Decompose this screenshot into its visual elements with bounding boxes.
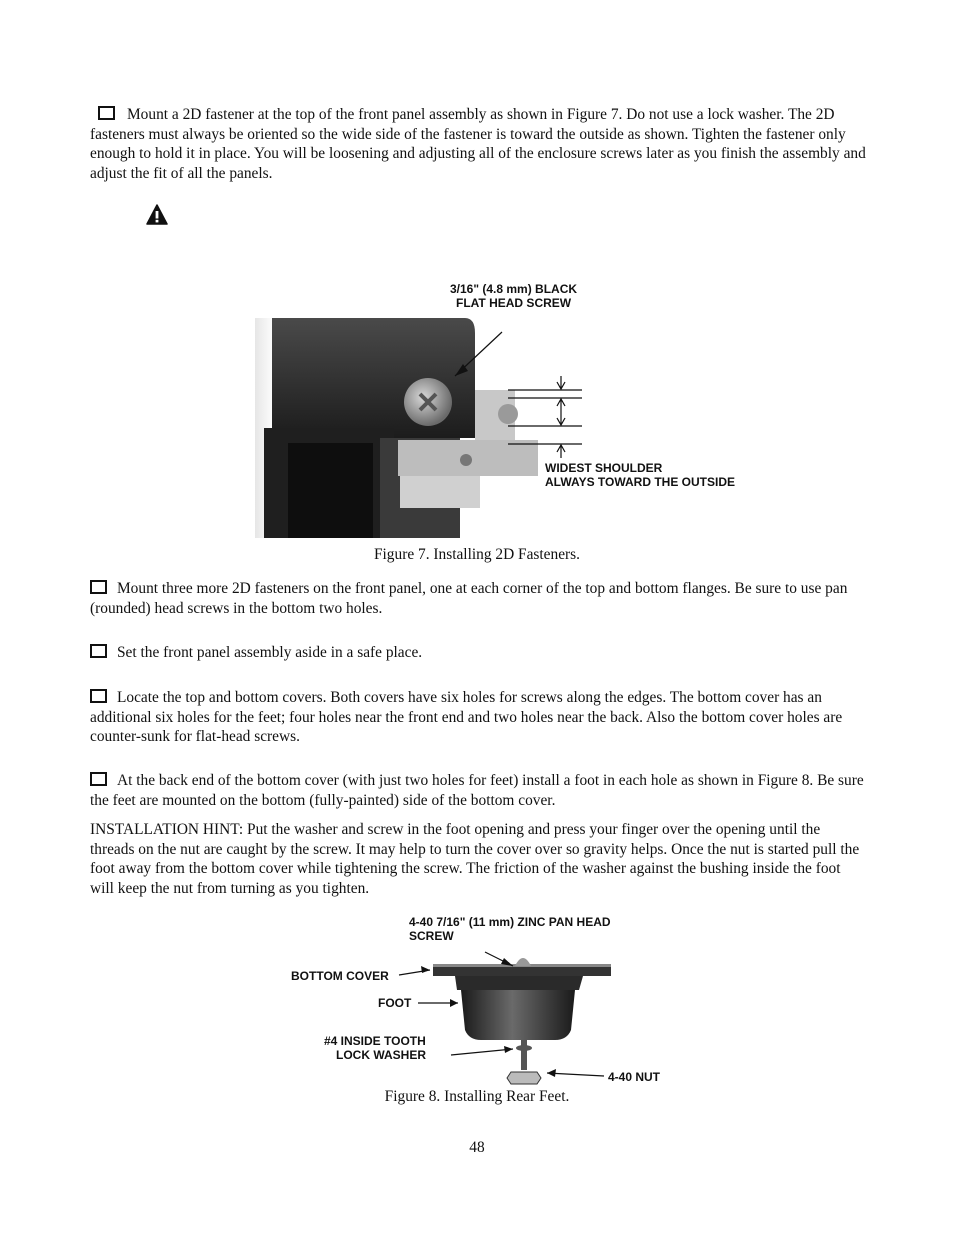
panel-top	[272, 318, 475, 438]
page-number: 48	[469, 1139, 485, 1156]
fig8-label-washer-2: LOCK WASHER	[336, 1048, 426, 1062]
step-3	[90, 643, 870, 663]
nut	[507, 1072, 541, 1084]
fig7-label-screw-1: 3/16" (4.8 mm) BLACK	[450, 282, 578, 296]
step-1	[90, 105, 870, 183]
step-4	[90, 688, 870, 747]
fig7-label-shoulder-2: ALWAYS TOWARD THE OUTSIDE	[545, 475, 736, 489]
step-5-text: At the back end of the bottom cover (with just two holes for feet) install a foot in each hole as shown in Figure 8. Be sure the feet are mounted on the bottom (fully-painted) side of the bottom cover.	[90, 772, 864, 809]
fig8-label-nut: 4-40 NUT	[608, 1070, 661, 1084]
checkbox-icon[interactable]	[90, 644, 107, 658]
checkbox-icon[interactable]	[90, 772, 107, 786]
step-1-text: Mount a 2D fastener at the top of the front panel assembly as shown in Figure 7. Do not use a lock washer. The 2D fasteners must always be oriented so the wide side of the fastener is toward the outside as shown. Tighten the fastener only enough to hold it in place. You will be loosening and adjusting all of the enclosure screws later as you finish the assembly and adjust the fit of all the panels.	[90, 106, 866, 182]
installation-hint: INSTALLATION HINT: Put the washer and screw in the foot opening and press your finger over the opening until the threads on the nut are caught by the screw. It may help to turn the cover over so gravity helps. Once the nut is started pull the foot away from the bottom cover while tightening the screw. The friction of the washer against the bushing inside the foot will keep the nut from turning as you tighten.	[90, 821, 860, 897]
lock-washer	[516, 1045, 532, 1051]
checkbox-icon[interactable]	[98, 106, 115, 120]
bottom-cover-plate	[433, 966, 611, 976]
step-4-text: Locate the top and bottom covers. Both covers have six holes for screws along the edges. The bottom cover has an additional six holes for the feet; four holes near the front end and two holes near the back. Also the bottom cover holes are counter-sunk for flat-head screws.	[90, 689, 870, 746]
fig7-label-shoulder-1: WIDEST SHOULDER	[545, 461, 663, 475]
foot	[461, 990, 575, 1040]
fig7-label-screw-2: FLAT HEAD SCREW	[456, 296, 572, 310]
fig8-label-foot: FOOT	[378, 996, 412, 1010]
fig8-label-screw-1: 4-40 7/16" (11 mm) ZINC PAN HEAD	[409, 915, 611, 929]
checkbox-icon[interactable]	[90, 580, 107, 594]
step-5	[90, 771, 870, 810]
figure-8-caption: Figure 8. Installing Rear Feet.	[384, 1088, 570, 1105]
step-3-text: Set the front panel assembly aside in a safe place.	[117, 644, 423, 661]
step-2	[90, 579, 870, 618]
checkbox-icon[interactable]	[90, 689, 107, 703]
figure-8	[285, 912, 675, 1088]
figure-7	[250, 278, 750, 538]
fig8-label-washer-1: #4 INSIDE TOOTH	[324, 1034, 426, 1048]
warning-icon	[146, 204, 168, 226]
pan-head-screw	[515, 958, 531, 966]
step-2-text: Mount three more 2D fasteners on the front panel, one at each corner of the top and bottom flanges. Be sure to use pan (rounded) head screws in the bottom two holes.	[90, 580, 848, 617]
fig8-label-screw-2: SCREW	[409, 929, 454, 943]
figure-7-caption: Figure 7. Installing 2D Fasteners.	[373, 546, 581, 563]
fig8-label-bottom-cover: BOTTOM COVER	[291, 969, 389, 983]
